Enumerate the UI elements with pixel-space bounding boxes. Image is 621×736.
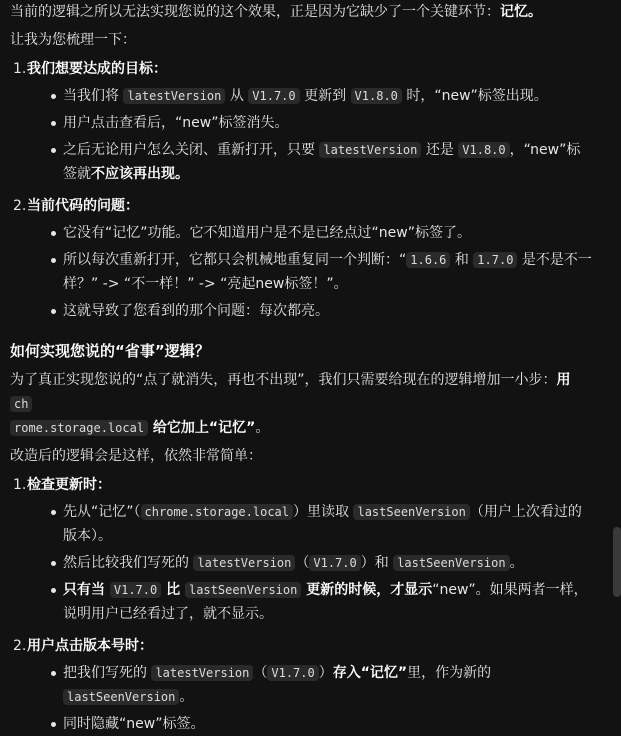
chat-message xyxy=(10,0,594,736)
list-number: 1. xyxy=(13,61,27,77)
intro-line: 让我为您梳理一下： xyxy=(10,32,136,48)
intro-emphasis: 记忆。 xyxy=(500,4,542,20)
inline-code: V1.7.0 xyxy=(267,665,318,681)
bullet-item: 先从“记忆”（ chrome.storage.local ）里读取 lastSeenVersion （用户上次看过的版本）。 xyxy=(27,500,594,548)
bullet-item: 当我们将 latestVersion 从 V1.7.0 更新到 V1.8.0 时，“new”标签出现。 xyxy=(27,84,594,108)
bullet-item: 所以每次重新打开，它都只会机械地重复同一个判断：“ 1.6.6 和 1.7.0 是不是不一样？” -> “不一样！” -> “亮起new标签！”。 xyxy=(27,248,594,296)
inline-code: V1.7.0 xyxy=(248,88,299,104)
list-item xyxy=(10,634,594,736)
scrollbar-thumb[interactable] xyxy=(613,527,621,597)
inline-code: latestVersion xyxy=(193,555,295,571)
inline-code: lastSeenVersion xyxy=(63,689,179,705)
list-item xyxy=(10,57,594,186)
paragraph: 为了真正实现您说的“点了就消失，再也不出现”，我们只需要给现在的逻辑增加一小步：用 ch rome.storage.local 给它加上“记忆”。 xyxy=(10,372,571,436)
inline-code: 1.7.0 xyxy=(473,252,517,268)
steps-list xyxy=(10,473,594,736)
inline-code: latestVersion xyxy=(151,665,253,681)
list-title: 当前代码的问题： xyxy=(27,198,139,214)
paragraph: 改造后的逻辑会是这样，依然非常简单： xyxy=(10,448,262,464)
inline-code: rome.storage.local xyxy=(10,420,148,436)
bullet-item: 它没有“记忆”功能。它不知道用户是不是已经点过“new”标签了。 xyxy=(27,221,594,245)
inline-code: V1.8.0 xyxy=(351,88,402,104)
intro-line xyxy=(10,0,594,24)
bullet-item: 然后比较我们写死的 latestVersion （ V1.7.0 ）和 lastSeenVersion 。 xyxy=(27,551,594,575)
list-item xyxy=(10,473,594,626)
list-number: 2. xyxy=(13,638,27,654)
list-title: 我们想要达成的目标： xyxy=(27,61,167,77)
bullet-item: 把我们写死的 latestVersion （ V1.7.0 ）存入“记忆”里，作为新的 lastSeenVersion 。 xyxy=(27,661,594,709)
list-title: 用户点击版本号时： xyxy=(27,638,153,654)
bullet-item: 这就导致了您看到的那个问题：每次都亮。 xyxy=(27,299,594,323)
inline-code: V1.7.0 xyxy=(309,555,360,571)
goal-problem-list xyxy=(10,57,594,323)
intro-text: 当前的逻辑之所以无法实现您说的这个效果，正是因为它缺少了一个关键环节： xyxy=(10,4,500,20)
inline-code: latestVersion xyxy=(319,142,421,158)
list-item xyxy=(10,194,594,323)
bullet-item: 用户点击查看后，“new”标签消失。 xyxy=(27,111,594,135)
list-title: 检查更新时： xyxy=(27,477,111,493)
inline-code: V1.7.0 xyxy=(110,582,161,598)
inline-code: 1.6.6 xyxy=(406,252,450,268)
bullet-item: 只有当 V1.7.0 比 lastSeenVersion 更新的时候，才显示“new”。如果两者一样，说明用户已经看过了，就不显示。 xyxy=(27,578,594,626)
inline-code: V1.8.0 xyxy=(458,142,509,158)
inline-code: latestVersion xyxy=(123,88,225,104)
inline-code: chrome.storage.local xyxy=(141,504,294,520)
bullet-item: 之后无论用户怎么关闭、重新打开，只要 latestVersion 还是 V1.8.0 ，“new”标签就不应该再出现。 xyxy=(27,138,594,186)
inline-code: ch xyxy=(10,396,32,412)
list-number: 2. xyxy=(13,198,27,214)
inline-code: lastSeenVersion xyxy=(185,582,301,598)
list-number: 1. xyxy=(13,477,27,493)
section-heading: 如何实现您说的“省事”逻辑？ xyxy=(10,342,210,360)
inline-code: lastSeenVersion xyxy=(393,555,509,571)
bullet-item: 同时隐藏“new”标签。 xyxy=(27,712,594,736)
inline-code: lastSeenVersion xyxy=(353,504,469,520)
